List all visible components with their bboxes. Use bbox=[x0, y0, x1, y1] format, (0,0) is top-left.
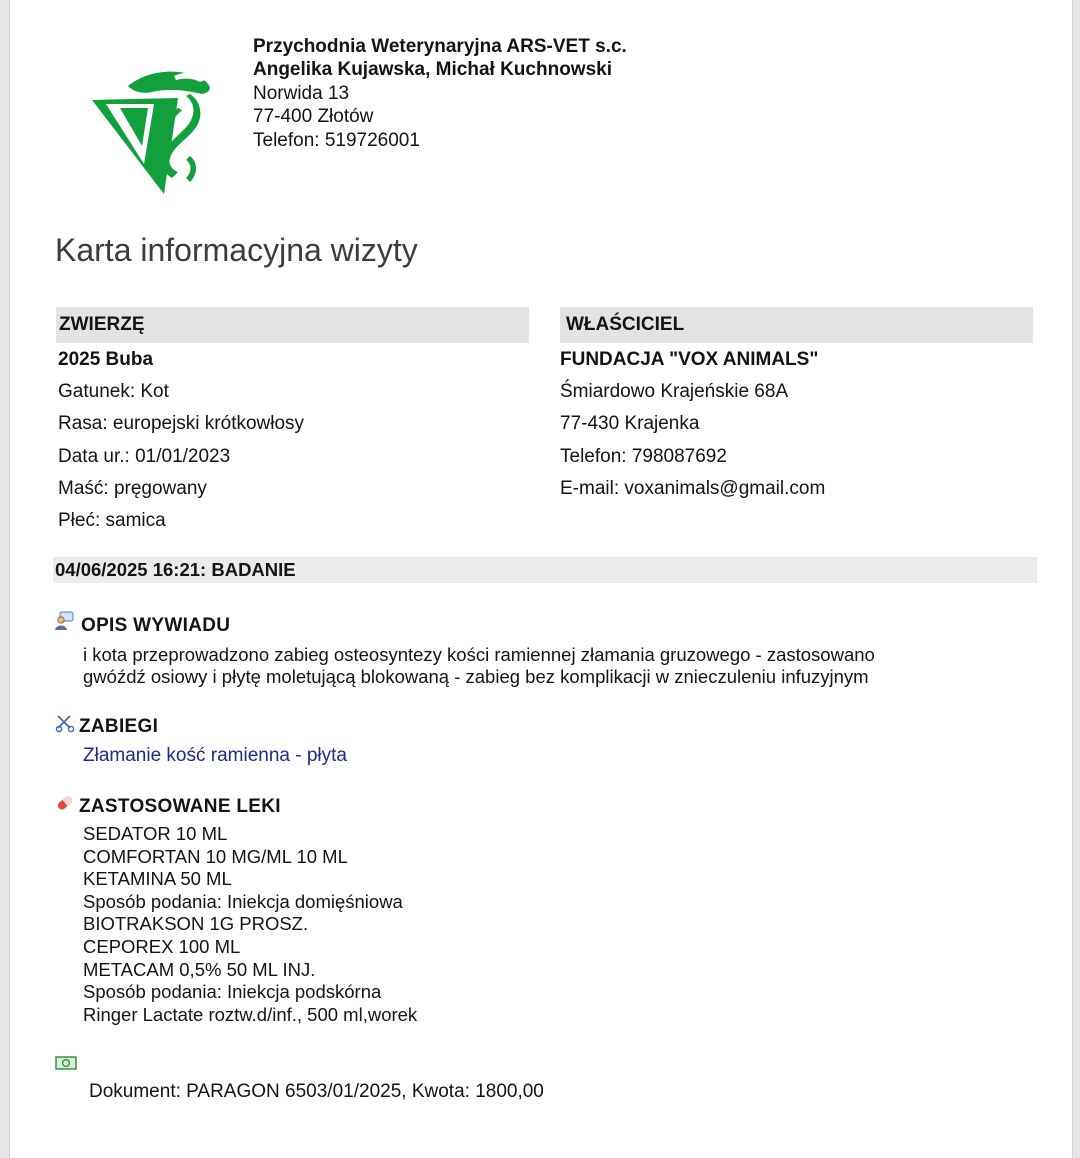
medication-item: BIOTRAKSON 1G PROSZ. bbox=[83, 913, 309, 935]
pill-capsule-icon bbox=[55, 793, 75, 813]
animal-species: Gatunek: Kot bbox=[58, 381, 169, 402]
page-edge-left bbox=[0, 0, 10, 1158]
animal-section-header: ZWIERZĘ bbox=[56, 307, 529, 343]
owner-email: E-mail: voxanimals@gmail.com bbox=[560, 478, 826, 499]
medication-item: SEDATOR 10 ML bbox=[83, 823, 228, 844]
page-title: Karta informacyjna wizyty bbox=[55, 232, 418, 268]
interview-line: gwóźdź osiowy i płytę moletującą blokowaną - zabieg bez komplikacji w znieczuleniu infuzyjnym bbox=[83, 666, 869, 687]
medication-route: Sposób podania: Iniekcja domięśniowa bbox=[83, 890, 403, 912]
interview-line: i kota przeprowadzono zabieg osteosyntezy kości ramiennej złamania gruzowego - zastosowano bbox=[83, 644, 875, 665]
clinic-phone: Telefon: 519726001 bbox=[253, 129, 420, 151]
interview-title: OPIS WYWIADU bbox=[81, 615, 231, 636]
owner-section-header: WŁAŚCICIEL bbox=[560, 307, 1033, 343]
procedures-title: ZABIEGI bbox=[79, 716, 159, 737]
owner-street: Śmiardowo Krajeńskie 68A bbox=[560, 381, 789, 402]
vet-caduceus-logo-icon bbox=[90, 66, 215, 202]
medication-item: COMFORTAN 10 MG/ML 10 ML bbox=[83, 845, 348, 867]
owner-city: 77-430 Krajenka bbox=[560, 413, 700, 434]
medications-title: ZASTOSOWANE LEKI bbox=[79, 796, 281, 817]
clinic-city: 77-400 Złotów bbox=[253, 106, 374, 128]
medication-item: Ringer Lactate roztw.d/inf., 500 ml,worek bbox=[83, 1003, 418, 1025]
animal-coat-color: Maść: pręgowany bbox=[58, 478, 207, 499]
medication-item: METACAM 0,5% 50 ML INJ. bbox=[83, 958, 316, 980]
medications-list bbox=[83, 823, 417, 1026]
owner-phone: Telefon: 798087692 bbox=[560, 446, 727, 467]
banknote-icon bbox=[55, 1055, 77, 1071]
clinic-street: Norwida 13 bbox=[253, 82, 350, 104]
scissors-icon bbox=[55, 713, 75, 733]
payment-document: Dokument: PARAGON 6503/01/2025, Kwota: 1800,00 bbox=[89, 1081, 544, 1102]
page-edge-right bbox=[1072, 0, 1080, 1158]
owner-name: FUNDACJA "VOX ANIMALS" bbox=[560, 349, 819, 370]
clinic-header bbox=[253, 35, 627, 152]
medication-item: CEPOREX 100 ML bbox=[83, 935, 241, 957]
clinic-owners: Angelika Kujawska, Michał Kuchnowski bbox=[253, 59, 612, 81]
animal-name: 2025 Buba bbox=[58, 349, 154, 370]
medication-item: KETAMINA 50 ML bbox=[83, 868, 232, 890]
interview-person-icon bbox=[54, 611, 74, 631]
medication-route: Sposób podania: Iniekcja podskórna bbox=[83, 981, 382, 1003]
animal-sex: Płeć: samica bbox=[58, 510, 166, 531]
procedure-item[interactable]: Złamanie kość ramienna - płyta bbox=[83, 745, 347, 766]
interview-text bbox=[83, 644, 875, 688]
animal-birth-date: Data ur.: 01/01/2023 bbox=[58, 446, 231, 467]
visit-header: 04/06/2025 16:21: BADANIE bbox=[53, 557, 1037, 583]
clinic-name: Przychodnia Weterynaryjna ARS-VET s.c. bbox=[253, 36, 627, 57]
animal-breed: Rasa: europejski krótkowłosy bbox=[58, 413, 305, 434]
